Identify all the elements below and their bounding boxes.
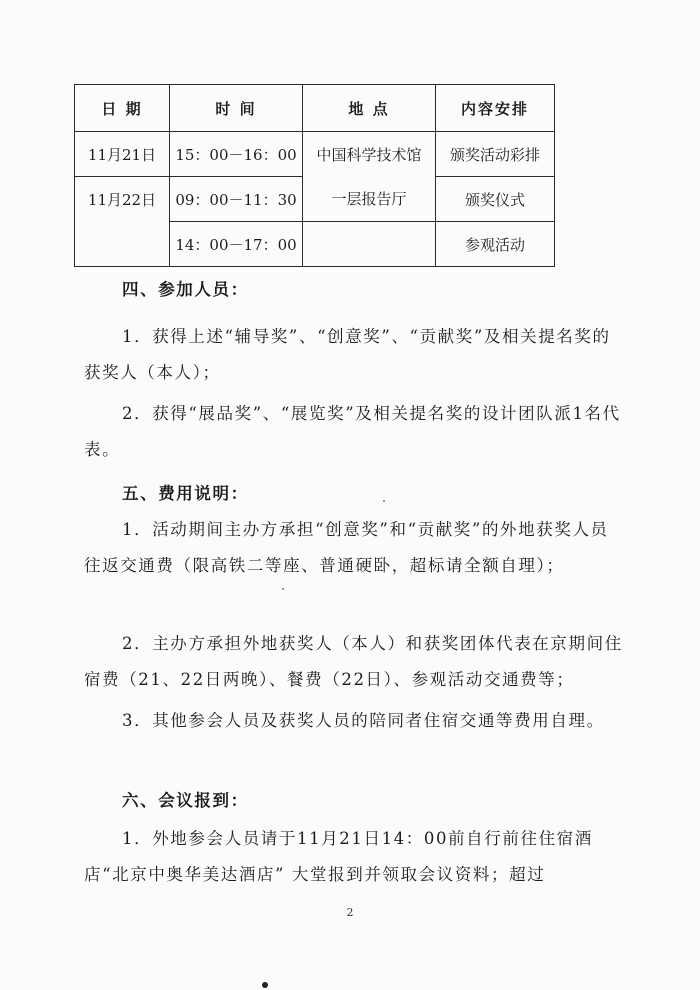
header-content: 内容安排 <box>436 85 555 132</box>
cell-date: 11月21日 <box>75 132 170 177</box>
cell-time: 14：00－17：00 <box>170 222 303 267</box>
section-5-title: 五、费用说明： <box>122 484 249 503</box>
section-4-paragraph-1: 1．获得上述“辅导奖”、“创意奖”、“贡献奖”及相关提名奖的获奖人（本人）； <box>84 327 611 382</box>
header-date: 日 期 <box>75 85 170 132</box>
cell-date: 11月22日 <box>75 177 170 267</box>
cell-content: 颁奖仪式 <box>436 177 555 222</box>
table-row <box>75 132 555 177</box>
section-6-title: 六、会议报到： <box>122 791 249 810</box>
cell-place <box>303 132 436 222</box>
place-line-1: 中国科学技术馆 <box>316 146 422 164</box>
header-time: 时 间 <box>170 85 303 132</box>
schedule-table <box>74 84 555 267</box>
section-5-paragraph-1: 1．活动期间主办方承担“创意奖”和“贡献奖”的外地获奖人员往返交通费（限高铁二等座、普通硬卧，超标请全额自理）； <box>84 520 609 575</box>
place-line-2: 一层报告厅 <box>331 190 407 208</box>
scan-speck <box>282 588 284 590</box>
section-4-title: 四、参加人员： <box>122 280 249 299</box>
header-place: 地 点 <box>303 85 436 132</box>
section-6-paragraph-1: 1．外地参会人员请于11月21日14：00前自行前往住宿酒店“北京中奥华美达酒店” 大堂报到并领取会议资料；超过 <box>84 829 593 884</box>
table-header-row <box>75 85 555 132</box>
scan-speck <box>383 500 385 502</box>
section-4-paragraph-2: 2．获得“展品奖”、“展览奖”及相关提名奖的设计团队派1名代表。 <box>84 404 621 459</box>
cell-time: 15：00－16：00 <box>170 132 303 177</box>
scan-speck <box>262 982 268 988</box>
cell-content: 参观活动 <box>436 222 555 267</box>
cell-content: 颁奖活动彩排 <box>436 132 555 177</box>
page-number: 2 <box>346 906 354 919</box>
section-5-paragraph-3: 3．其他参会人员及获奖人员的陪同者住宿交通等费用自理。 <box>122 711 605 730</box>
cell-place-empty <box>303 222 436 267</box>
section-5-paragraph-2: 2．主办方承担外地获奖人（本人）和获奖团体代表在京期间住宿费（21、22日两晚）、餐费（22日）、参观活动交通费等； <box>84 634 623 689</box>
cell-time: 09：00－11：30 <box>170 177 303 222</box>
